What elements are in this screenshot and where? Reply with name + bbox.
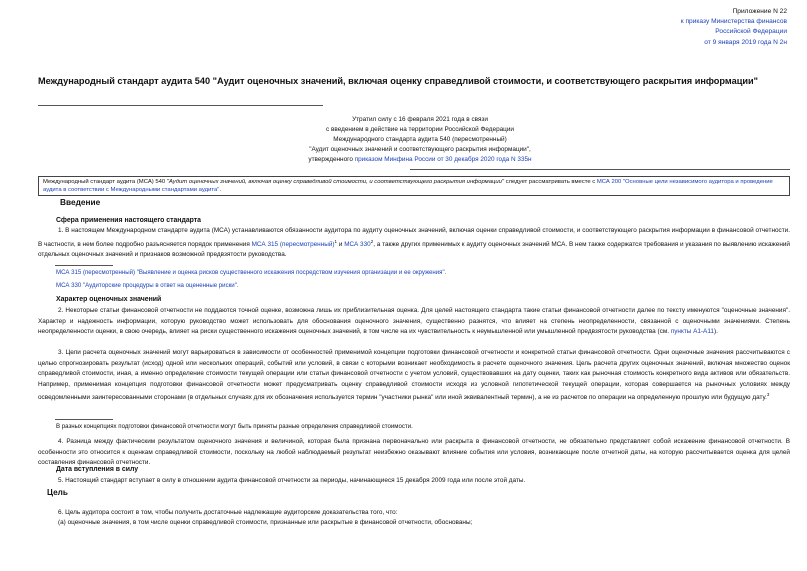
notice-divider xyxy=(410,169,790,170)
footnote-2 xyxy=(56,281,776,290)
footnote-separator-2 xyxy=(55,419,113,420)
paragraph-1: 1. В настоящем Международном стандарте аудита (МСА) устанавливаются обязанности аудитора по аудиту оценочных значений, включая оценки справедливой стоимости, и соответствующего раскрытия информации в финансовой отчетности. В частности, в нем более подробно разъясняется порядок применения МСА 315 (пересмотренный)$^1$ и МСА $330^2$, а также других применимых к аудиту оценочных значений МСА. В нем также содержатся требования и указания по выявлению искажений отдельных оценочных значений и признаков возможной предвзятости руководства. xyxy=(38,227,790,259)
footnote-separator xyxy=(55,265,113,266)
introduction-heading: Введение xyxy=(60,197,101,207)
standard-note-box: Международный стандарт аудита (МСА) 540 "Аудит оценочных значений, включая оценку справедливой стоимости, и соответствующего раскрытия информации" следует рассматривать вместе с МСА 200 "Основные цели независимого аудитора и проведение аудита в соответствии с Международными стандартами аудита". xyxy=(38,176,790,196)
footnote-2-link[interactable]: МСА 330 "Аудиторские процедуры в ответ на оцененные риски". xyxy=(56,282,239,289)
org-link[interactable]: Российской Федерации xyxy=(715,28,787,36)
isa-200-link[interactable]: МСА 200 "Основные цели независимого аудитора и проведение аудита в соответствии с Международными стандартами аудита" xyxy=(43,179,773,194)
paragraph-6a: (а) оценочные значения, в том числе оценки справедливой стоимости, признанные или раскрытые в финансовой отчетности, обоснованы; xyxy=(58,519,473,526)
footnote-mark-1[interactable]: 1 xyxy=(334,238,338,244)
scope-heading: Сфера применения настоящего стандарта xyxy=(56,217,202,224)
date-link[interactable]: от 9 января 2019 года N 2н xyxy=(704,38,787,46)
paragraph-3: 3. Цели расчета оценочных значений могут варьироваться в зависимости от особенностей применимой концепции подготовки финансовой отчетности и конкретной статьи финансовой отчетности. Одни оценочные значения рассчитываются с целью спрогнозировать результат (исход) одной или нескольких операций, событий или условий, в связи с которыми возникает необходимость в расчете оценочного значения. Цель расчета других оценочных значений, включая множество оценок справедливой стоимости, иная, а именно определение стоимости текущей операции или статьи финансовой отчетности с учетом условий, существовавших на дату оценки, таких как рыночная стоимость конкретного вида активов или обязательств. Например, применимая концепция подготовки финансовой отчетности может предусматривать оценку справедливой стоимости исходя из условной гипотетической текущей операции, которая совершается на рыночных условиях между осведомленными заинтересованными сторонами (в отдельных случаях для их обозначения используется термин "участники рынка" или иной эквивалентный термин), а не из расчетов по операции на определенную прошлую или будущую дату.$^3$ xyxy=(38,349,790,402)
footnote-mark-2[interactable]: 2 xyxy=(370,238,374,244)
isa-330-link[interactable]: МСА 330 xyxy=(344,240,371,248)
lost-force-order-link[interactable]: приказом Минфина России от 30 декабря 2020 года N 335н xyxy=(354,155,532,163)
paragraph-2: 2. Некоторые статьи финансовой отчетности не поддаются точной оценке, возможна лишь их приблизительная оценка. Для целей настоящего стандарта такие статьи финансовой отчетности далее по тексту именуются "оценочные значения". Характер и надежность информации, которую руководство может использовать для обоснования оценочного значения, существенно разнятся, что влияет на степень неопределенности, связанной с оценочными значениями. Степень неопределенности оценки, в свою очередь, влияет на риски существенного искажения оценочных значений, в том числе на их чувствительность к неумышленной или умышленной предвзятости руководства (см. пункты А1-А11). xyxy=(38,307,790,335)
goal-heading: Цель xyxy=(47,488,68,497)
effective-date-heading: Дата вступления в силу xyxy=(56,466,139,473)
footnote-3: В разных концепциях подготовки финансовой отчетности могут быть приняты разные определения справедливой стоимости. xyxy=(56,423,413,430)
footnote-1 xyxy=(56,268,776,277)
footnote-mark-3[interactable]: 3 xyxy=(766,392,770,397)
title-divider xyxy=(38,105,323,106)
paragraph-6: 6. Цель аудитора состоит в том, чтобы получить достаточные надлежащие аудиторские доказательства того, что: xyxy=(58,509,398,516)
document-title: Международный стандарт аудита 540 "Аудит оценочных значений, включая оценку справедливой стоимости, и соответствующего раскрытия информации" xyxy=(38,76,758,86)
nature-heading: Характер оценочных значений xyxy=(56,296,162,303)
appendix-number: Приложение N 22 xyxy=(732,8,787,15)
isa-315-link[interactable]: МСА 315 (пересмотренный) xyxy=(251,240,335,248)
paragraph-4: 4. Разница между фактическим результатом оценочного значения и величиной, которая была признана первоначально или раскрыта в финансовой отчетности, не обязательно представляет собой искажение финансовой отчетности. В особенности это относится к оценкам справедливой стоимости, поскольку на любой наблюдаемый результат неизбежно оказывают влияние события или условия, возникающие после отчетной даты, на которую рассчитывается оценка для целей составления финансовой отчетности. xyxy=(38,438,790,466)
lost-force-notice: Утратил силу с 16 февраля 2021 года в связи с введением в действие на территории Российской Федерации Международного стандарта аудита 540 (пересмотренный) "Аудит оценочных значений и соответствующего раскрытия информации", утвержденного приказом Минфина России от 30 декабря 2020 года N 335н xyxy=(308,116,532,163)
paragraph-5: 5. Настоящий стандарт вступает в силу в отношении аудита финансовой отчетности за периоды, начинающиеся 15 декабря 2009 года или после этой даты. xyxy=(58,477,526,484)
order-link[interactable]: к приказу Министерства финансов xyxy=(680,18,787,26)
footnote-1-link[interactable]: МСА 315 (пересмотренный) "Выявление и оценка рисков существенного искажения посредством изучения организации и ее окружения". xyxy=(56,269,447,276)
paragraphs-a1-a11-link[interactable]: пункты А1-А11 xyxy=(670,328,714,335)
appendix-header xyxy=(547,7,787,48)
